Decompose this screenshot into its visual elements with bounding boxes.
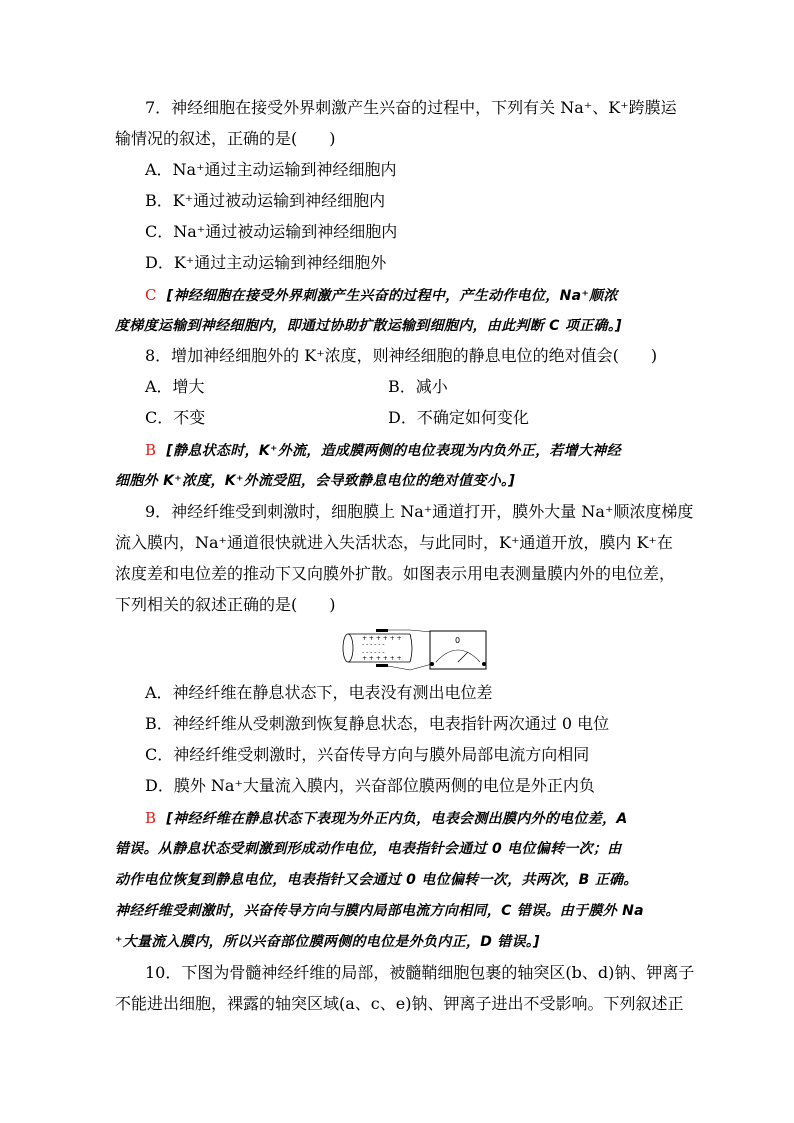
q7-stem-line2: 输情况的叙述，正确的是( ): [115, 129, 336, 148]
q9-option-d: D．膜外 Na⁺大量流入膜内，兴奋部位膜两侧的电位是外正内负: [145, 776, 595, 795]
q7-answer: C: [145, 286, 157, 304]
electrode-outer: [376, 629, 388, 632]
electrode-inner: [376, 664, 388, 667]
q8-answer: B: [145, 441, 157, 459]
nerve-fiber: [343, 634, 412, 662]
q7-option-c: C．Na⁺通过被动运输到神经细胞内: [145, 222, 398, 241]
q8-option-a: A．增大: [145, 377, 205, 396]
svg-text:+ + + + + +: + + + + + +: [362, 635, 402, 642]
q9-stem-line3: 浓度差和电位差的推动下又向膜外扩散。如图表示用电表测量膜内外的电位差，: [115, 564, 676, 583]
q8-option-c: C．不变: [145, 408, 206, 427]
voltmeter-zero-label: 0: [455, 636, 461, 645]
q10-stem-line2: 不能进出细胞，裸露的轴突区域(a、c、e)钠、钾离子进出不受影响。下列叙述正: [115, 994, 684, 1013]
q7-explanation-line2: 度梯度运输到神经细胞内，即通过协助扩散运输到细胞内，由此判断 C 项正确。]: [115, 318, 622, 334]
q7-stem-line1: 7．神经细胞在接受外界刺激产生兴奋的过程中，下列有关 Na⁺、K⁺跨膜运: [145, 98, 677, 117]
q9-stem-line2: 流入膜内，Na⁺通道很快就进入失活状态，与此同时，K⁺通道开放，膜内 K⁺在: [115, 533, 673, 552]
q9-explanation-line1: B [神经纤维在静息状态下表现为外正内负，电表会测出膜内外的电位差，A: [145, 809, 628, 827]
q9-answer: B: [145, 809, 157, 827]
q9-explanation-line4: 神经纤维受刺激时，兴奋传导方向与膜内局部电流方向相同，C 错误。由于膜外 Na: [115, 903, 644, 919]
q9-explanation-line5: ⁺大量流入膜内，所以兴奋部位膜两侧的电位是外负内正，D 错误。]: [115, 934, 540, 950]
q7-option-b: B．K⁺通过被动运输到神经细胞内: [145, 191, 386, 210]
svg-text:- - - - - -: - - - - - -: [362, 641, 385, 648]
q8-explanation-line2: 细胞外 K⁺浓度，K⁺外流受阻，会导致静息电位的绝对值变小。]: [115, 473, 516, 489]
q9-explanation-line3: 动作电位恢复到静息电位，电表指针又会通过 0 电位偏转一次，共两次，B 正确。: [115, 872, 638, 888]
q8-explanation-line1: B [静息状态时，K⁺外流，造成膜两侧的电位表现为内负外正，若增大神经: [145, 441, 621, 459]
q9-option-a: A．神经纤维在静息状态下，电表没有测出电位差: [145, 683, 493, 702]
q7-option-d: D．K⁺通过主动运输到神经细胞外: [145, 253, 387, 272]
q9-stem-line4: 下列相关的叙述正确的是( ): [115, 595, 336, 614]
q8-option-d: D．不确定如何变化: [388, 408, 529, 427]
q9-stem-line1: 9．神经纤维受到刺激时，细胞膜上 Na⁺通道打开，膜外大量 Na⁺顺浓度梯度: [145, 502, 694, 521]
q7-option-a: A．Na⁺通过主动运输到神经细胞内: [145, 160, 397, 179]
q10-stem-line1: 10．下图为骨髓神经纤维的局部，被髓鞘细胞包裹的轴突区(b、d)钠、钾离子: [145, 963, 695, 982]
nerve-fiber-voltmeter-figure: [340, 628, 490, 674]
q9-option-c: C．神经纤维受刺激时，兴奋传导方向与膜外局部电流方向相同: [145, 745, 590, 764]
svg-text:+ + + + + +: + + + + + +: [362, 655, 402, 662]
q8-stem: 8．增加神经细胞外的 K⁺浓度，则神经细胞的静息电位的绝对值会( ): [145, 346, 658, 365]
q9-explanation-line2: 错误。从静息状态受刺激到形成动作电位，电表指针会通过 0 电位偏转一次；由: [115, 841, 622, 857]
svg-text:- - - - - -: - - - - - -: [362, 649, 385, 656]
q9-option-b: B．神经纤维从受刺激到恢复静息状态，电表指针两次通过 0 电位: [145, 714, 610, 733]
q8-option-b: B．减小: [388, 377, 448, 396]
q7-explanation-line1: C [神经细胞在接受外界刺激产生兴奋的过程中，产生动作电位，Na⁺顺浓: [145, 286, 618, 304]
